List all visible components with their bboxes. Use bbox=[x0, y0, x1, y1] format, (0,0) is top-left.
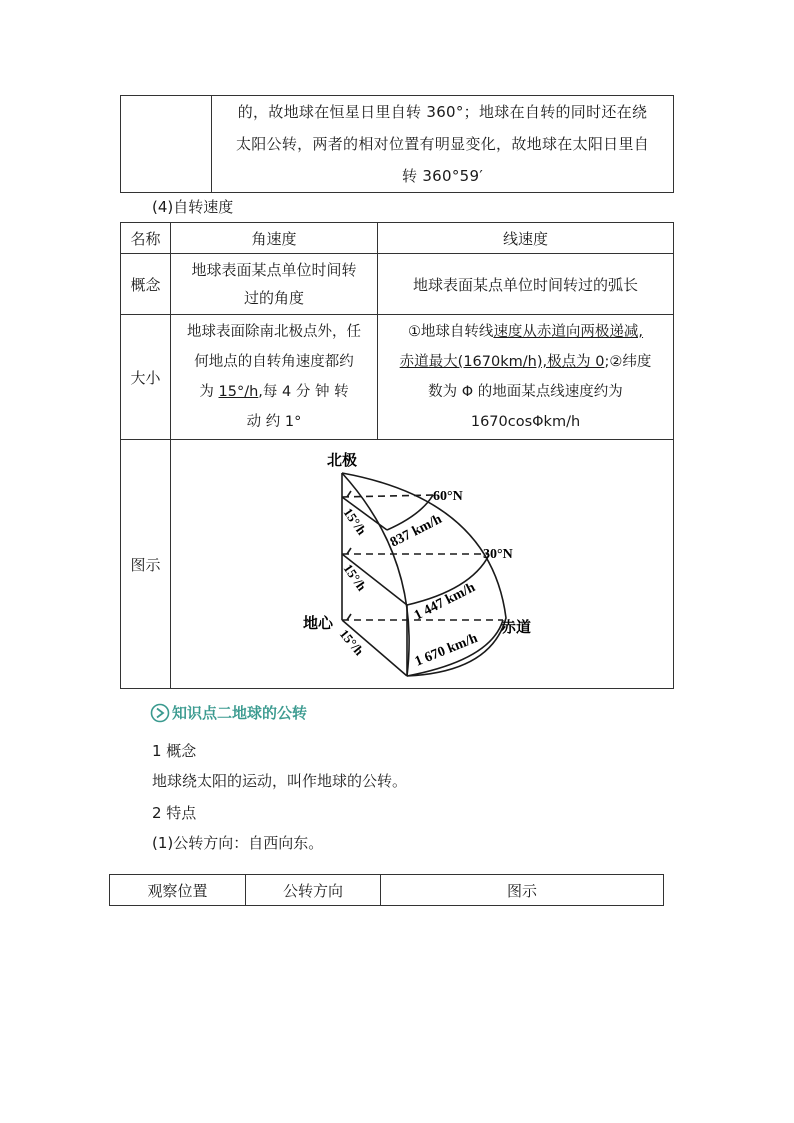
size-angular-suffix: ,每 4 分 钟 转 bbox=[258, 384, 349, 400]
row-label-concept: 概念 bbox=[121, 254, 171, 315]
header-revolution-direction: 公转方向 bbox=[246, 875, 381, 906]
continuation-line-3: 转 360°59′ bbox=[401, 167, 484, 185]
rotation-speed-diagram bbox=[171, 440, 673, 688]
size-angular-cell bbox=[171, 315, 378, 440]
angular-speed-value: 15°/h bbox=[218, 384, 259, 400]
rotation-speed-table bbox=[120, 222, 674, 689]
revolution-table bbox=[109, 874, 664, 906]
concept-linear-cell: 地球表面某点单位时间转过的弧长 bbox=[378, 254, 674, 315]
size-angular-prefix: 为 bbox=[199, 384, 219, 400]
size-linear-line-4: 1670cosΦkm/h bbox=[470, 414, 581, 430]
label-speed-837: 837 km/h bbox=[388, 511, 445, 551]
size-angular-line-1: 地球表面除南北极点外，任 bbox=[187, 324, 361, 340]
continuation-line-2: 太阳公转，两者的相对位置有明显变化，故地球在太阳日里自 bbox=[235, 135, 650, 153]
section-arrow-icon bbox=[150, 703, 170, 723]
header-diagram: 图示 bbox=[381, 875, 664, 906]
size-angular-line-2: 何地点的自转角速度都约 bbox=[194, 354, 354, 370]
section-heading bbox=[150, 702, 307, 723]
concept-angular-cell bbox=[171, 254, 378, 315]
concept-angular-line-1: 地球表面某点单位时间转 bbox=[191, 261, 357, 279]
angle-tick-3 bbox=[347, 614, 351, 620]
item-1-heading: 1 概念 bbox=[152, 742, 197, 760]
header-observe-position: 观察位置 bbox=[110, 875, 246, 906]
size-linear-line-1: ①地球自转线速度从赤道向两极递减, bbox=[407, 324, 644, 340]
angle-tick-2 bbox=[347, 548, 351, 554]
label-lat-30n: 30°N bbox=[483, 547, 513, 562]
header-angular: 角速度 bbox=[171, 223, 378, 254]
label-speed-1670: 1 670 km/h bbox=[412, 631, 480, 670]
item-2-heading: 2 特点 bbox=[152, 804, 197, 822]
label-lat-60n: 60°N bbox=[433, 489, 463, 504]
table-row-figure bbox=[121, 440, 674, 689]
size-angular-line-3 bbox=[171, 377, 377, 407]
item-2-sub: (1)公转方向：自西向东。 bbox=[152, 834, 324, 852]
row-label-size: 大小 bbox=[121, 315, 171, 440]
table-row-size bbox=[121, 315, 674, 440]
label-north-pole: 北极 bbox=[327, 453, 358, 469]
size-linear-line-2: 赤道最大(1670km/h),极点为 0;②纬度 bbox=[399, 354, 652, 370]
continuation-line-1: 的，故地球在恒星日里自转 360°；地球在自转的同时还在绕 bbox=[237, 103, 648, 121]
size-angular-line-4: 动 约 1° bbox=[246, 414, 302, 430]
label-angle-1: 15°/h bbox=[340, 505, 370, 538]
label-angle-3: 15°/h bbox=[336, 626, 367, 659]
label-speed-1447: 1 447 km/h bbox=[412, 580, 478, 624]
header-name: 名称 bbox=[121, 223, 171, 254]
label-angle-2: 15°/h bbox=[340, 561, 370, 594]
label-equator: 赤道 bbox=[501, 620, 532, 636]
concept-angular-line-2: 过的角度 bbox=[243, 289, 304, 307]
header-linear: 线速度 bbox=[378, 223, 674, 254]
continuation-text-cell bbox=[212, 96, 674, 193]
label-earth-center: 地心 bbox=[303, 616, 334, 632]
item-1-text: 地球绕太阳的运动，叫作地球的公转。 bbox=[152, 772, 408, 790]
section-title: 知识点二地球的公转 bbox=[172, 704, 308, 722]
size-linear-line-3: 数为 Φ 的地面某点线速度约为 bbox=[428, 384, 623, 400]
revolution-header-row bbox=[110, 875, 664, 906]
row-label-figure: 图示 bbox=[121, 440, 171, 689]
table-header-row bbox=[121, 223, 674, 254]
continuation-label-cell bbox=[121, 96, 212, 193]
continuation-table bbox=[120, 95, 674, 193]
subheading-rotation-speed: (4)自转速度 bbox=[152, 198, 234, 216]
size-linear-cell bbox=[378, 315, 674, 440]
table-row-concept bbox=[121, 254, 674, 315]
figure-cell bbox=[171, 440, 674, 689]
